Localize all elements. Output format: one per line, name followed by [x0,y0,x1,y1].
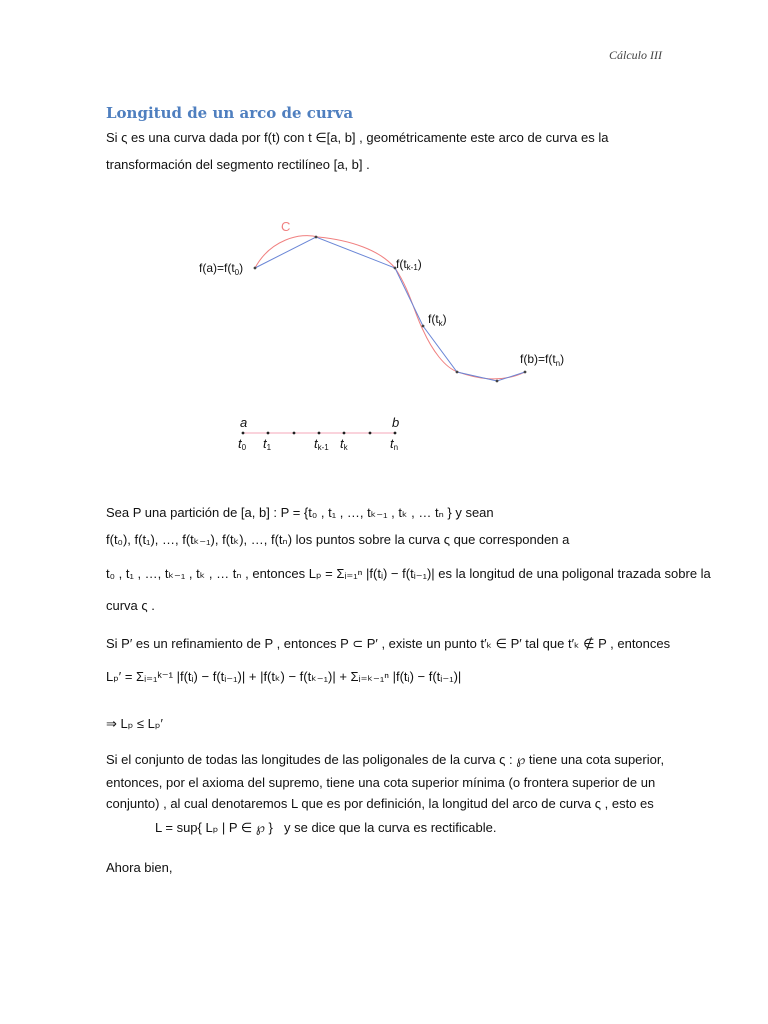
segment-point [293,432,296,435]
label-f-tk1: f(tk-1) [396,257,422,272]
segment-point [343,432,346,435]
supremum-line-1: Si el conjunto de todas las longitudes de las poligonales de la curva ς : ℘ tiene una cota superior, [106,752,665,767]
segment-point [394,432,397,435]
inscribed-polygon [255,237,525,381]
axis-label-b: b [392,415,400,430]
intro-line-2: transformación del segmento rectilíneo [a, b] . [106,157,370,172]
inequality-line: ⇒ Lₚ ≤ Lₚ′ [106,716,163,731]
segment-point [242,432,245,435]
partition-line-4: curva ς . [106,598,155,613]
polygon-vertices [254,236,527,383]
vertex [315,236,318,239]
segment-point [318,432,321,435]
vertex [422,325,425,328]
curve-label: C [281,219,291,234]
tick-label-1: t1 [263,436,272,452]
section-title: Longitud de un arco de curva [106,104,354,122]
tick-label-4: tn [390,436,399,452]
rectifiable-text: y se dice que la curva es rectificable. [284,820,497,835]
page-header: Cálculo III [609,48,662,62]
tick-label-0: t0 [238,436,247,452]
tick-label-3: tk [340,436,348,452]
vertex [254,267,257,270]
vertex [456,371,459,374]
label-f-a: $f(a)=f(t_0)$ [199,261,244,277]
refinement-line-1: Si P′ es un refinamiento de P , entonces P ⊂ P′ , existe un punto t′ₖ ∈ P′ tal que t′ₖ ∉ P , entonces [106,636,671,651]
tick-labels [238,436,398,452]
partition-line-2: f(t₀), f(t₁), …, f(tₖ₋₁), f(tₖ), …, f(tₙ) los puntos sobre la curva ς que corresponden a [106,532,570,547]
vertex [524,371,527,374]
label-f-b: $f(b)=f(t_n)$ [520,352,565,368]
segment-point [369,432,372,435]
closing-line: Ahora bien, [106,860,173,875]
partition-line-3: t₀ , t₁ , …, tₖ₋₁ , tₖ , … tₙ , entonces Lₚ = Σᵢ₌₁ⁿ |f(tᵢ) − f(tᵢ₋₁)| es la longitud de una poligonal trazada sobre la [106,566,711,581]
supremum-line-3: conjunto) , al cual denotaremos L que es por definición, la longitud del arco de curva ς , esto es [106,796,654,811]
refinement-formula: Lₚ′ = Σᵢ₌₁ᵏ⁻¹ |f(tᵢ) − f(tᵢ₋₁)| + |f(tₖ) − f(tₖ₋₁)| + Σᵢ₌ₖ₋₁ⁿ |f(tᵢ) − f(tᵢ₋₁)| [106,669,462,684]
partition-line-1: Sea P una partición de [a, b] : P = {t₀ , t₁ , …, tₖ₋₁ , tₖ , … tₙ } y sean [106,505,494,520]
vertex [496,380,499,383]
supremum-line-2: entonces, por el axioma del supremo, tiene una cota superior mínima (o frontera superior de un [106,775,656,790]
axis-label-a: a [240,415,248,430]
label-f-tk: $f(t_k)$ [428,312,447,328]
tick-label-2: tk-1 [314,436,329,452]
intro-line-1: Si ς es una curva dada por f(t) con t ∈[a, b] , geométricamente este arco de curva es la [106,130,609,145]
arc-length-definition: L = sup{ Lₚ | P ∈ ℘ } [155,820,273,835]
segment-point [267,432,270,435]
curve-c [255,236,525,379]
